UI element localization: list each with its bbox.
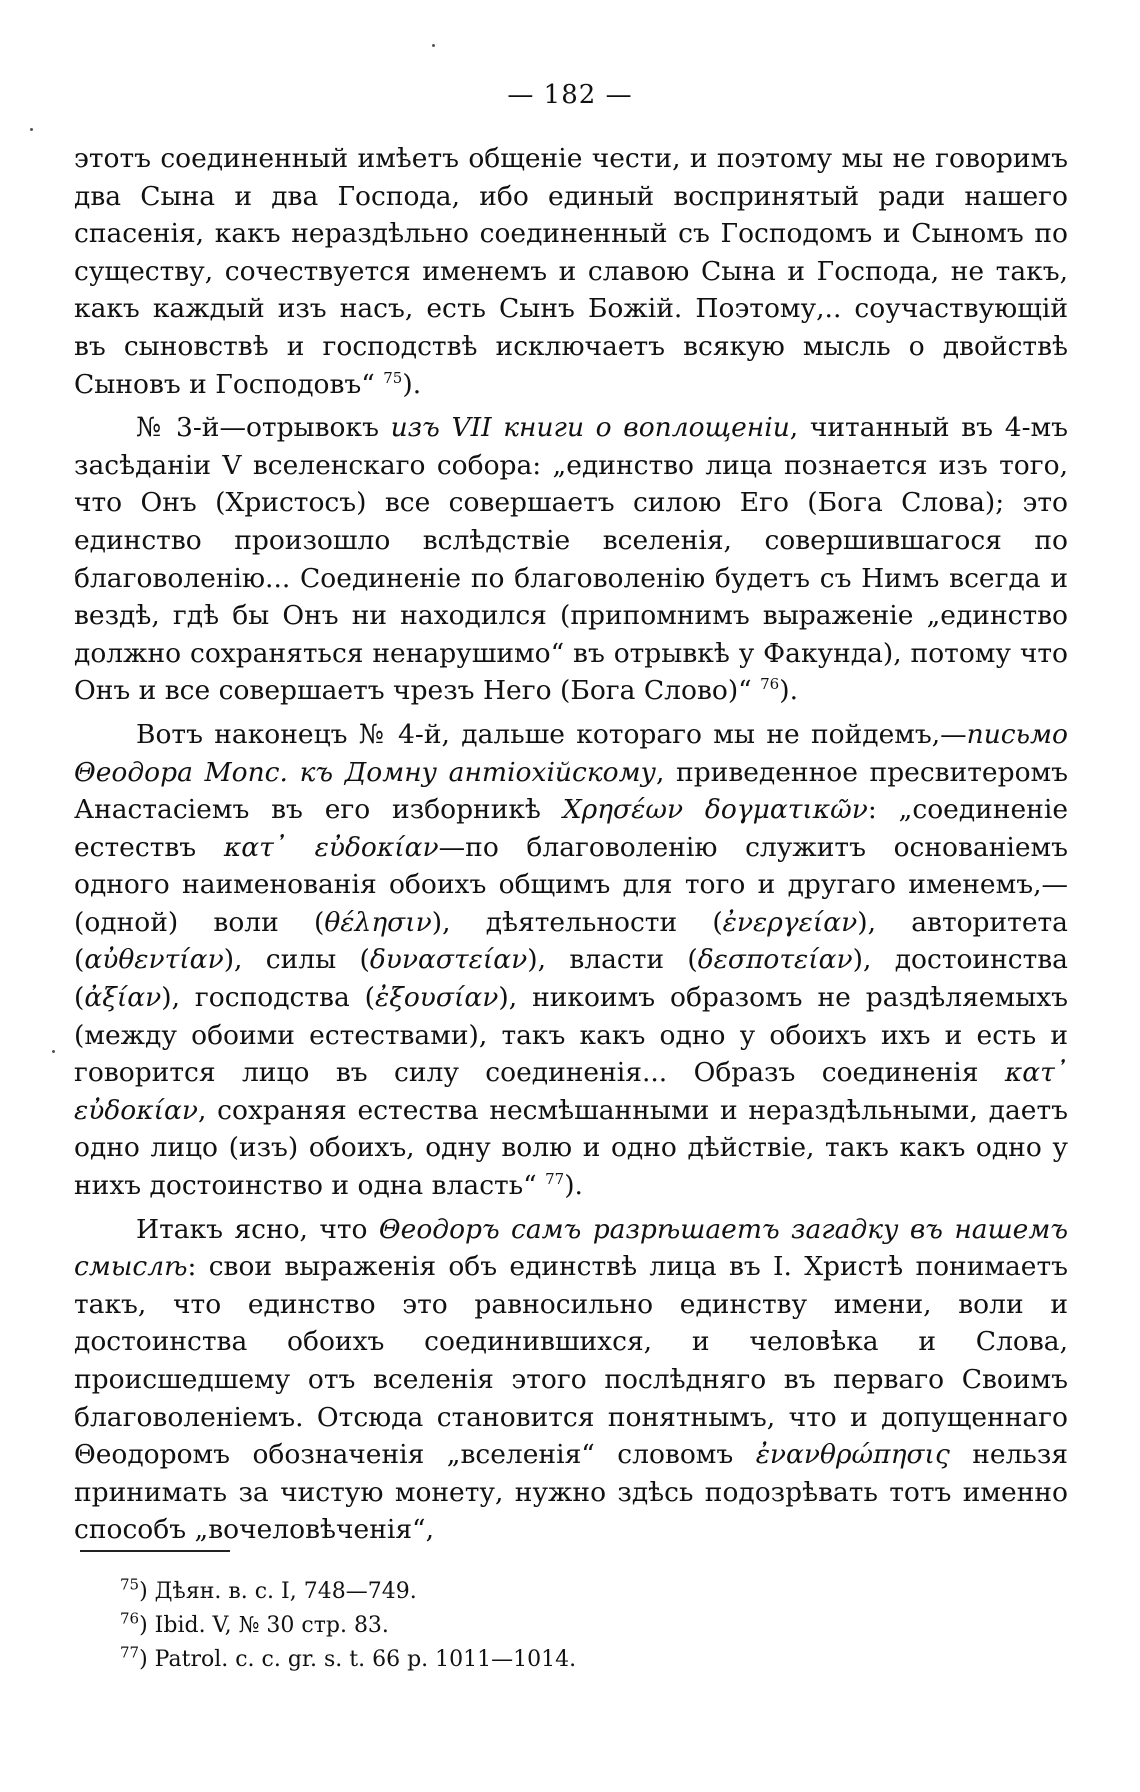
paragraph <box>74 1211 1068 1549</box>
paragraph <box>74 409 1068 710</box>
footnote-text: ) Дѣян. в. с. І, 748—749. <box>139 1579 417 1604</box>
italic-text: Χρησέων δογματικῶν <box>562 794 868 826</box>
paragraph <box>74 140 1068 403</box>
text-run: ). <box>779 675 798 707</box>
footnote-mark: 77 <box>120 1643 140 1662</box>
text-run: ), достоинства ( <box>74 944 1068 1014</box>
text-run: ), авторитета ( <box>74 906 1068 976</box>
text-run: ), власти ( <box>527 944 698 976</box>
text-run: , сохраняя естества несмѣшанными и нераздѣльными, даетъ одно лицо (изъ) обоихъ, одну волю и одно дѣйствіе, такъ какъ одно у нихъ достоинство и одна власть“ <box>74 1094 1068 1202</box>
italic-text: δυναστείαν <box>369 944 528 976</box>
text-run: ), дѣятельности ( <box>431 906 723 938</box>
italic-text: κατ᾽ εὐδοκίαν <box>74 1057 1068 1126</box>
footnote-text: ) Ibid. V, № 30 стр. 83. <box>139 1613 389 1638</box>
text-run: ), силы ( <box>223 944 370 976</box>
text-run: ). <box>564 1170 583 1202</box>
scan-speck <box>30 128 33 131</box>
footnote-ref: 76 <box>760 675 780 694</box>
scan-speck <box>52 1050 55 1053</box>
main-text <box>74 140 1068 1549</box>
footnote <box>120 1575 820 1609</box>
italic-text: κατ᾽ εὐδοκίαν <box>223 831 439 863</box>
italic-text: письмо Θеодора Мопс. къ Домну антіохійскому <box>74 718 1068 788</box>
italic-text: ἐνανθρώπησις <box>755 1439 950 1471</box>
footnote-text: ) Patrol. c. c. gr. s. t. 66 p. 1011—1014. <box>139 1647 577 1672</box>
paragraph <box>74 716 1068 1205</box>
footnotes <box>120 1575 820 1677</box>
footnote <box>120 1609 820 1643</box>
italic-text: αὐθεντίαν <box>84 944 224 976</box>
italic-text: изъ VII книги о воплощеніи <box>390 412 790 444</box>
italic-text: δεσποτείαν <box>697 944 853 976</box>
text-run: ), господства ( <box>161 982 376 1014</box>
text-run: : свои выраженія объ единствѣ лица въ І. Христѣ понимаетъ такъ, что единство это равносильно единству имени, воли и достоинства обоихъ соединившихся, и человѣка и Слова, происшедшему отъ вселенія этого послѣдняго въ перваго Своимъ благоволеніемъ. Отсюда становится понятнымъ, что и допущеннаго Θеодоромъ обозначенія „вселенія“ словомъ <box>74 1251 1068 1471</box>
text-run: ). <box>402 368 422 400</box>
scan-speck <box>432 44 435 47</box>
footnote <box>120 1643 820 1677</box>
text-run: этотъ соединенный имѣетъ общеніе чести, и поэтому мы не говоримъ два Сына и два Господа, ибо единый воспринятый ради нашего спасенія, какъ нераздѣльно соединенный съ Господомъ и Сыномъ по существу, сочествуется именемъ и славою Сына и Господа, не такъ, какъ каждый изъ насъ, есть Сынъ Божій. Поэтому,.. соучаствующій въ сыновствѣ и господствѣ исключаетъ всякую мысль о двойствѣ Сыновъ и Господовъ“ <box>74 143 1068 400</box>
page-number: — 182 — <box>507 80 633 110</box>
italic-text: ἐξουσίαν <box>375 982 499 1014</box>
text-run: , приведенное пресвитеромъ Анастасіемъ въ его изборникѣ <box>74 756 1068 826</box>
text-run: нельзя принимать за чистую монету, нужно здѣсь подозрѣвать тотъ именно способъ „вочеловѣченія“, <box>74 1439 1068 1546</box>
footnote-divider <box>80 1550 230 1552</box>
footnote-ref: 75 <box>383 368 403 387</box>
text-run: —по благоволенію служитъ основаніемъ одного наименованія обоихъ общимъ для того и другаго именемъ,—(одной) воли ( <box>74 831 1068 938</box>
italic-text: Θеодоръ самъ разрѣшаетъ загадку въ нашемъ смыслѣ <box>74 1213 1069 1283</box>
italic-text: θέλησιν <box>324 906 432 938</box>
text-run: , читанный въ 4-мъ засѣданіи V вселенскаго собора: „единство лица познается изъ того, что Онъ (Христосъ) все совершаетъ силою Его (Бога Слова); это единство произошло вслѣдствіе вселенія, совершившагося по благоволенію... Соединеніе по благоволенію будетъ съ Нимъ всегда и вездѣ, гдѣ бы Онъ ни находился (припомнимъ выраженіе „единство должно сохраняться ненарушимо“ въ отрывкѣ у Факунда), потому что Онъ и все совершаетъ чрезъ Него (Бога Слово)“ <box>74 412 1068 707</box>
text-run: № 3-й—отрывокъ <box>136 412 391 444</box>
footnote-ref: 77 <box>545 1170 565 1189</box>
footnote-mark: 76 <box>120 1609 140 1628</box>
text-run: : „соединеніе естествъ <box>74 794 1068 863</box>
italic-text: ἐνεργείαν <box>722 906 858 938</box>
footnote-mark: 75 <box>120 1575 140 1594</box>
italic-text: ἀξίαν <box>84 982 162 1014</box>
text-run: ), никоимъ образомъ не раздѣляемыхъ (между обоими естествами), такъ какъ одно у обоихъ ихъ и есть и говорится лицо въ силу соединенія... Образъ соединенія <box>74 982 1068 1089</box>
text-run: Вотъ наконецъ № 4-й, дальше котораго мы не пойдемъ,— <box>136 718 967 750</box>
text-run: Итакъ ясно, что <box>136 1213 379 1245</box>
